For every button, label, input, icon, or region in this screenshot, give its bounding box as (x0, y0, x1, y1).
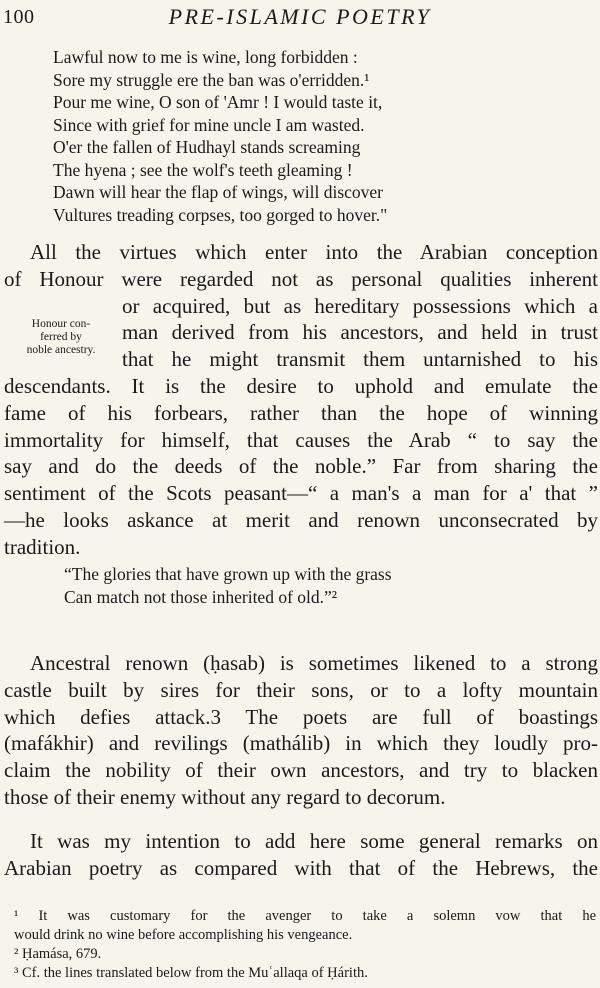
text-line: man derived from his ancestors, and held in trust (122, 320, 598, 345)
footnote-line: ³ Cf. the lines translated below from the Muʿallaqa of Ḥárith. (14, 965, 368, 981)
text-line: which defies attack.3 The poets are full of boastings (4, 704, 598, 729)
poem-line: Pour me wine, O son of 'Amr ! I would taste it, (53, 92, 383, 112)
margin-sidenote (6, 318, 116, 357)
text-line: Arabian poetry as compared with that of the Hebrews, the (4, 855, 598, 880)
sidenote-line: noble ancestry. (26, 344, 96, 356)
text-line: of Honour were regarded not as personal qualities inherent (4, 266, 598, 291)
text-line: (mafákhir) and revilings (mathálib) in which they loudly pro- (4, 731, 598, 756)
paragraph-honour (4, 239, 598, 561)
footnotes (14, 907, 596, 983)
page-header (0, 2, 600, 32)
text-line: Ancestral renown (ḥasab) is sometimes likened to a strong (30, 651, 598, 675)
text-line: fame of his forbears, rather than the hope of winning (4, 400, 598, 425)
poem-line: The hyena ; see the wolf's teeth gleaming ! (53, 159, 353, 180)
footnote-line: would drink no wine before accomplishing his vengeance. (14, 927, 353, 943)
text-line: All the virtues which enter into the Arabian conception (30, 240, 598, 264)
quote-line: “The glories that have grown up with the grass (64, 564, 392, 584)
text-line: claim the nobility of their own ancestors, and try to blacken (4, 758, 598, 783)
text-line: or acquired, but as hereditary possessions which a (122, 293, 598, 318)
poem-line: Lawful now to me is wine, long forbidden : (53, 47, 358, 67)
text-line: those of their enemy without any regard to decorum. (4, 784, 446, 809)
text-line: tradition. (4, 534, 81, 559)
text-line: —he looks askance at merit and renown unconsecrated by (4, 507, 598, 532)
poem-line: Since with grief for mine uncle I am wasted. (53, 114, 365, 135)
paragraph-renown (4, 650, 598, 811)
poem-line: Sore my struggle ere the ban was o'erridden.¹ (53, 69, 370, 90)
running-title: PRE-ISLAMIC POETRY (168, 4, 432, 29)
text-line: say and do the deeds of the noble.” Far from sharing the (4, 454, 598, 479)
page-number: 100 (3, 6, 35, 28)
paragraph-intention (4, 828, 598, 882)
poem-line: O'er the fallen of Hudhayl stands screaming (53, 137, 361, 157)
sidenote-line: ferred by (40, 331, 82, 343)
text-line: descendants. It is the desire to uphold and emulate the (4, 373, 598, 398)
text-line: that he might transmit them untarnished to his (122, 347, 598, 372)
text-line: It was my intention to add here some general remarks on (30, 829, 598, 853)
footnote-line: ¹ It was customary for the avenger to take a solemn vow that he (14, 908, 596, 924)
poem-block (53, 46, 573, 226)
sidenote-line: Honour con- (31, 318, 91, 330)
quotation-block (64, 563, 392, 608)
text-line: castle built by sires for their sons, or to a lofty mountain (4, 677, 598, 702)
footnote-line: ² Ḥamása, 679. (14, 946, 102, 962)
quote-line: Can match not those inherited of old.”² (64, 586, 338, 607)
poem-line: Dawn will hear the flap of wings, will discover (53, 182, 383, 202)
text-line: sentiment of the Scots peasant—“ a man's a man for a' that ” (4, 481, 598, 506)
text-line: immortality for himself, that causes the Arab “ to say the (4, 427, 598, 452)
poem-line: Vultures treading corpses, too gorged to hover." (53, 204, 388, 225)
